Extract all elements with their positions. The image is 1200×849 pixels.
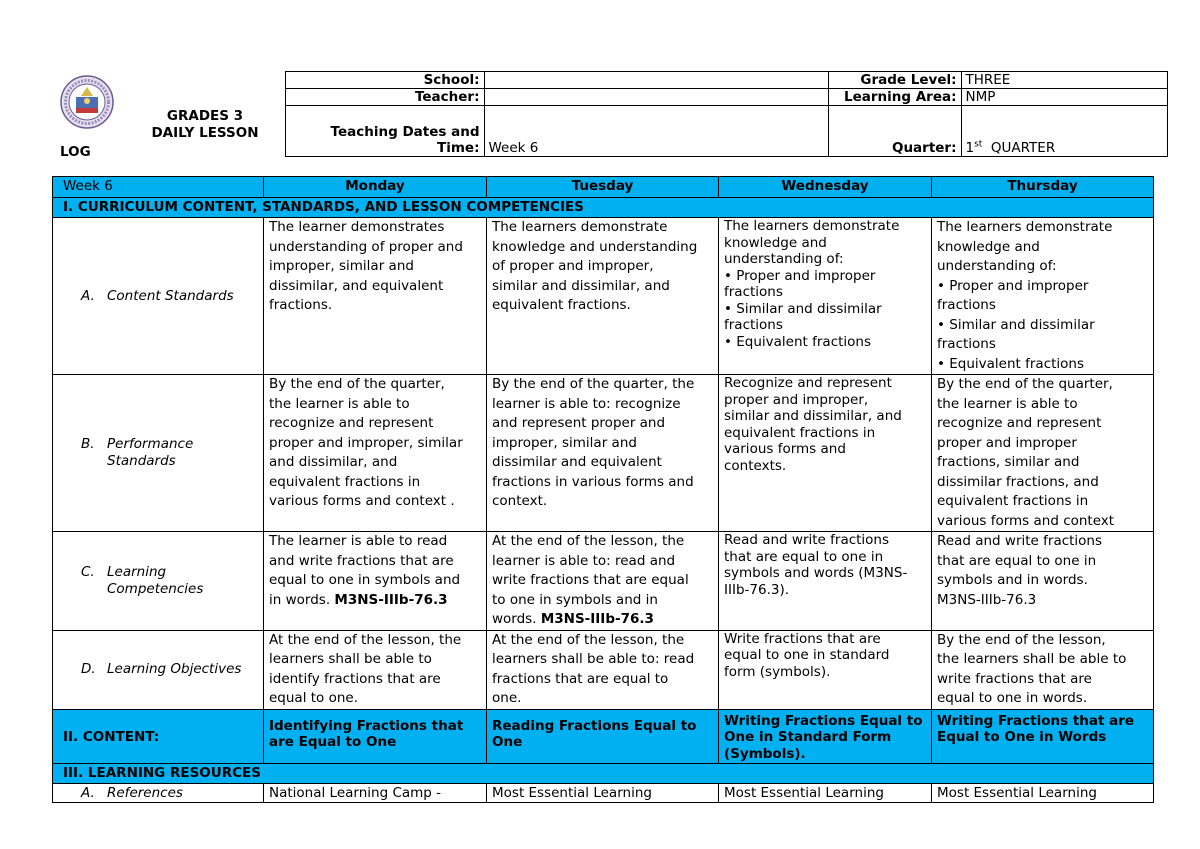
quarter-suffix: st [974, 139, 983, 150]
section-content-label: II. CONTENT: [53, 709, 264, 763]
content-wednesday: Writing Fractions Equal to One in Standard Form (Symbols). [719, 709, 932, 763]
header-table [52, 71, 1168, 160]
cell-line: By the end of the lesson, [937, 631, 1106, 648]
quarter-number: 1 [965, 140, 975, 156]
day-header-row [53, 177, 1154, 198]
cell-performance-standards-monday [264, 375, 487, 532]
cell-line: At the end of the lesson, the [269, 631, 462, 648]
content-row [53, 709, 1154, 763]
cell-learning-competencies-wednesday [719, 532, 932, 631]
cell-line: proper and improper, similar [269, 434, 463, 451]
cell-content-standards-thursday [932, 218, 1154, 375]
cell-line: fractions [937, 336, 996, 352]
lesson-log-table [52, 176, 1154, 803]
cell-line: By the end of the quarter, the [492, 376, 695, 392]
cell-line: equal to one in symbols and [269, 572, 461, 588]
cell-line: of proper and improper, [492, 258, 654, 274]
cell-line: understanding of: [724, 251, 844, 267]
cell-text: words. [492, 611, 537, 627]
cell-line: that are equal to one in [724, 548, 884, 565]
dll-title-line2: DAILY LESSON [151, 124, 259, 141]
cell-line: fractions [724, 284, 783, 300]
cell-references-wednesday: Most Essential Learning [719, 783, 932, 802]
row-label-text: Performance [107, 436, 194, 452]
cell-line: The learner demonstrates [269, 219, 445, 235]
cell-line: fractions, similar and [937, 454, 1080, 470]
cell-learning-objectives-wednesday [719, 630, 932, 709]
cell-content-standards-monday [264, 218, 487, 375]
cell-line: improper, similar and [492, 434, 637, 451]
cell-line: Write fractions that are [724, 630, 881, 647]
row-label-performance-standards [53, 375, 264, 532]
cell-line: The learners demonstrate [492, 219, 668, 235]
row-label-text: Learning [107, 563, 167, 580]
cell-line: learners shall be able to [269, 651, 432, 667]
content-monday: Identifying Fractions that are Equal to One [264, 709, 487, 763]
cell-learning-objectives-tuesday [487, 630, 719, 709]
cell-line: that are equal to one in [937, 552, 1097, 569]
cell-line: various forms and [724, 441, 846, 457]
cell-content-standards-tuesday [487, 218, 719, 375]
cell-line: recognize and represent [937, 415, 1102, 431]
row-label-text: Learning Objectives [107, 661, 242, 677]
cell-line: understanding of: [937, 258, 1057, 274]
cell-line: equivalent fractions in [269, 473, 421, 490]
cell-line: and dissimilar, and [269, 454, 398, 470]
cell-line [492, 610, 713, 630]
content-tuesday: Reading Fractions Equal to One [487, 709, 719, 763]
cell-line: IIIb-76.3). [724, 581, 790, 598]
cell-line: the learner is able to [269, 395, 410, 412]
cell-line: equivalent fractions. [492, 297, 631, 313]
cell-line: the learners shall be able to [937, 651, 1127, 667]
section-row [53, 198, 1154, 218]
cell-line: • Proper and improper [937, 277, 1089, 294]
cell-line: write fractions that are equal [492, 572, 689, 588]
cell-line: knowledge and understanding [492, 238, 698, 255]
day-header-thursday: Thursday [932, 177, 1154, 198]
dll-title-line3: LOG [60, 143, 91, 160]
cell-line: knowledge and [937, 238, 1040, 255]
cell-line: to one in symbols and in [492, 591, 658, 608]
row-letter: A. [81, 784, 95, 801]
learning-area-label: Learning Area: [828, 89, 961, 106]
teaching-dates-label [285, 106, 484, 157]
row-label-references [53, 783, 264, 802]
teaching-dates-label-line2: Time: [437, 140, 480, 156]
teacher-label: Teacher: [285, 89, 484, 106]
row-label-text: Competencies [107, 580, 204, 597]
cell-line: Recognize and represent [724, 375, 892, 391]
cell-line: The learners demonstrate [937, 219, 1113, 235]
row-label-text: Content Standards [107, 287, 234, 304]
competency-code: M3NS-IIIb-76.3 [540, 611, 654, 627]
learning-area-field[interactable]: NMP [961, 89, 1167, 106]
cell-line: various forms and context [937, 512, 1115, 529]
cell-line: proper and improper, [724, 391, 869, 408]
cell-line [269, 591, 481, 611]
row-letter: D. [81, 661, 96, 677]
cell-line: • Similar and dissimilar [724, 300, 882, 317]
day-header-tuesday: Tuesday [487, 177, 719, 198]
cell-line: • Equivalent fractions [937, 355, 1085, 372]
dll-title-line1: GRADES 3 [166, 107, 244, 124]
cell-learning-objectives-thursday [932, 630, 1154, 709]
cell-line: dissimilar fractions, and [937, 473, 1099, 490]
cell-line: contexts. [724, 457, 787, 474]
cell-line: learner is able to: read and [492, 552, 676, 569]
quarter-label: Quarter: [828, 106, 961, 157]
cell-line: symbols and words (M3NS- [724, 565, 908, 581]
cell-line: dissimilar and equivalent [492, 454, 662, 470]
cell-line: learners shall be able to: read [492, 651, 695, 667]
cell-line: dissimilar, and equivalent [269, 277, 444, 294]
cell-learning-competencies-monday [264, 532, 487, 631]
teacher-field[interactable] [484, 89, 828, 106]
row-label-text: References [107, 784, 183, 801]
grade-level-label: Grade Level: [828, 72, 961, 89]
content-thursday: Writing Fractions that are Equal to One in Words [932, 709, 1154, 763]
grade-level-field[interactable]: THREE [961, 72, 1167, 89]
cell-line: • Similar and dissimilar [937, 316, 1095, 333]
cell-references-monday: National Learning Camp - [264, 783, 487, 802]
table-row [53, 218, 1154, 375]
cell-line: equal to one in words. [937, 690, 1088, 706]
cell-line: learner is able to: recognize [492, 395, 681, 412]
school-label: School: [285, 72, 484, 89]
cell-line: proper and improper [937, 434, 1077, 451]
cell-line: and represent proper and [492, 415, 666, 431]
section-row [53, 763, 1154, 783]
competency-code: M3NS-IIIb-76.3 [334, 591, 448, 608]
teaching-dates-field[interactable]: Week 6 [484, 106, 828, 157]
cell-line: similar and dissimilar, and [724, 408, 902, 424]
cell-line: the learner is able to [937, 395, 1078, 412]
header-logo-cell [52, 72, 285, 160]
row-label-learning-objectives [53, 630, 264, 709]
row-label-text: Standards [107, 453, 176, 469]
cell-performance-standards-tuesday [487, 375, 719, 532]
cell-line: By the end of the quarter, [937, 376, 1113, 392]
quarter-field[interactable] [961, 106, 1167, 157]
deped-seal-icon [60, 75, 114, 129]
cell-line: various forms and context . [269, 493, 455, 509]
cell-text: in words. [269, 591, 331, 608]
cell-line: knowledge and [724, 234, 827, 251]
row-label-learning-competencies [53, 532, 264, 631]
section-curriculum-content: I. CURRICULUM CONTENT, STANDARDS, AND LESSON COMPETENCIES [53, 198, 1154, 218]
cell-line: equal to one. [269, 690, 359, 706]
cell-line: The learner is able to read [269, 533, 448, 549]
cell-line: The learners demonstrate [724, 218, 900, 234]
teaching-dates-label-line1: Teaching Dates and [330, 124, 480, 140]
table-row [53, 783, 1154, 802]
table-row [53, 532, 1154, 631]
week-header: Week 6 [53, 177, 264, 198]
cell-line: equivalent fractions in [724, 424, 876, 441]
cell-references-tuesday: Most Essential Learning [487, 783, 719, 802]
cell-line: By the end of the quarter, [269, 376, 445, 392]
row-label-content-standards [53, 218, 264, 375]
cell-line: M3NS-IIIb-76.3 [937, 591, 1037, 608]
cell-learning-competencies-thursday [932, 532, 1154, 631]
cell-line: recognize and represent [269, 415, 434, 431]
section-learning-resources: III. LEARNING RESOURCES [53, 763, 1154, 783]
cell-performance-standards-thursday [932, 375, 1154, 532]
cell-line: Read and write fractions [724, 532, 890, 548]
cell-line: and write fractions that are [269, 552, 454, 569]
cell-line: improper, similar and [269, 258, 414, 274]
table-row [53, 630, 1154, 709]
cell-line: fractions [724, 317, 783, 333]
row-letter: A. [81, 287, 95, 304]
row-letter: C. [81, 563, 95, 580]
cell-line: identify fractions that are [269, 670, 441, 687]
cell-line: form (symbols). [724, 663, 831, 680]
dll-title [130, 108, 280, 142]
cell-line: At the end of the lesson, the [492, 533, 685, 549]
cell-line: equal to one in standard [724, 647, 890, 663]
cell-content-standards-wednesday [719, 218, 932, 375]
cell-line: • Proper and improper [724, 267, 876, 284]
quarter-word: QUARTER [990, 140, 1056, 156]
cell-line: similar and dissimilar, and [492, 277, 670, 294]
cell-line: equivalent fractions in [937, 493, 1089, 509]
cell-line: fractions that are equal to [492, 670, 669, 687]
cell-learning-competencies-tuesday [487, 532, 719, 631]
row-letter: B. [81, 436, 95, 452]
cell-line: fractions in various forms and [492, 473, 694, 490]
cell-performance-standards-wednesday [719, 375, 932, 532]
cell-line: Read and write fractions [937, 533, 1103, 549]
cell-line: understanding of proper and [269, 238, 463, 255]
cell-line: • Equivalent fractions [724, 333, 872, 350]
cell-references-thursday: Most Essential Learning [932, 783, 1154, 802]
cell-learning-objectives-monday [264, 630, 487, 709]
cell-line: context. [492, 493, 548, 509]
cell-line: At the end of the lesson, the [492, 631, 685, 648]
cell-line: write fractions that are [937, 670, 1092, 687]
day-header-monday: Monday [264, 177, 487, 198]
cell-line: symbols and in words. [937, 572, 1088, 588]
school-field[interactable] [484, 72, 828, 89]
table-row [53, 375, 1154, 532]
cell-line: fractions [937, 297, 996, 313]
day-header-wednesday: Wednesday [719, 177, 932, 198]
cell-line: fractions. [269, 297, 333, 313]
cell-line: one. [492, 690, 522, 706]
